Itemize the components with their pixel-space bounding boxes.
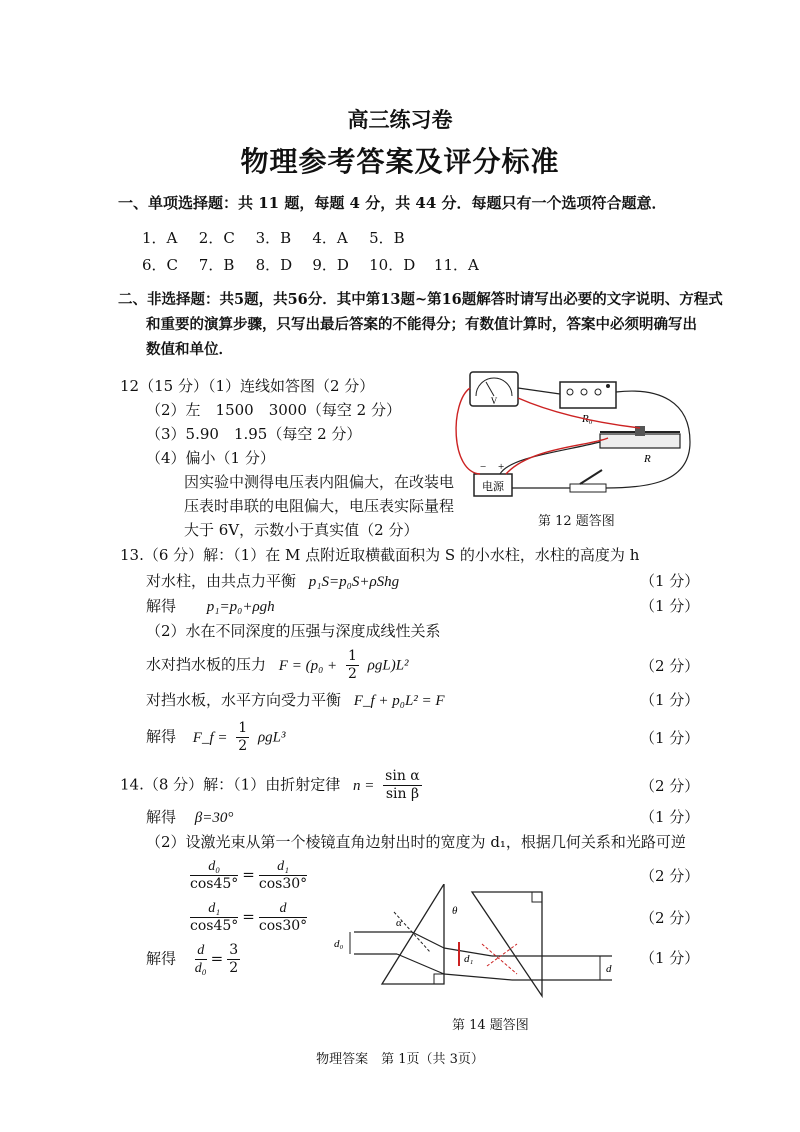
q14-eq2-score: （2 分） — [640, 909, 700, 927]
page-footer: 物理答案 第 1页（共 3页） — [316, 1052, 484, 1067]
q13-line3-text: 解得 — [146, 597, 177, 615]
q13-line6-eq: F_f + p₀L² = F — [353, 693, 445, 709]
rheostat-icon — [600, 426, 680, 465]
q14-line2-eq: β=30° — [194, 810, 234, 826]
q13-line6-text: 对挡水板，水平方向受力平衡 — [146, 691, 342, 709]
frac-numerator: d — [195, 942, 207, 960]
frac-numerator: d — [259, 900, 307, 918]
answer-item: 4．A — [312, 229, 348, 247]
d0-label: d₀ — [334, 938, 344, 950]
q14-eq1-right — [259, 858, 307, 893]
q14-eq2: $\frac{\text{d₁}}{\cos 45^\circ}$ = $\frac{d}{\cos 30^\circ}$ — [190, 901, 308, 934]
q13-line5-frac — [346, 648, 359, 683]
r-label: R — [644, 453, 651, 465]
q14-line2-score: （1 分） — [640, 808, 700, 826]
answer-item: 8．D — [255, 256, 293, 274]
circuit-diagram — [440, 362, 700, 512]
answer-item: 10．D — [369, 256, 416, 274]
q14-line1-frac — [383, 768, 422, 803]
frac-numerator: d₁ — [190, 900, 238, 918]
q13-line5-eq-b: ρgL)L² — [367, 657, 409, 674]
section1-heading: 一、单项选择题：共 11 题，每题 4 分，共 44 分．每题只有一个选项符合题意． — [118, 194, 667, 212]
q12-figure-caption: 第 12 题答图 — [538, 514, 615, 529]
alpha-label: α — [396, 917, 402, 929]
q14-line2 — [146, 807, 233, 828]
prism-1-shape — [382, 884, 444, 984]
frac-numerator: sin α — [385, 768, 420, 784]
q13-line5-text: 水对挡水板的压力 — [146, 655, 267, 674]
q13-line2-score: （1 分） — [640, 572, 700, 590]
q14-eq1: $\frac{\text{d₀}}{\cos 45^\circ}$ = $\frac{\text{d₁}}{\cos 30^\circ}$ — [190, 859, 308, 892]
page-subtitle: 高三练习卷 — [347, 107, 453, 132]
q13-line2-eq: p₁S=p₀S+ρShg — [308, 574, 400, 590]
q14-line3: （2）设激光束从第一个棱镜直角边射出时的宽度为 d₁，根据几何关系和光路可逆 — [146, 833, 686, 851]
q13-line2-text: 对水柱，由共点力平衡 — [146, 572, 297, 590]
q14-line1-score: （2 分） — [640, 777, 700, 795]
answer-item: 9．D — [312, 256, 349, 274]
q14-line2-text: 解得 — [146, 808, 177, 826]
q13-line7-text: 解得 — [146, 727, 177, 746]
frac-numerator: 1 — [238, 720, 248, 736]
answer-item: 7．B — [198, 256, 235, 274]
voltmeter-label: V — [490, 396, 498, 406]
q12-line4: （4）偏小（1 分） — [146, 449, 275, 467]
q13-line5-eq-a: F = (p₀ + — [278, 657, 338, 674]
frac-denominator: 2 — [238, 738, 248, 754]
q13-line7-frac — [236, 720, 249, 755]
q14-eq1-left — [190, 858, 238, 893]
r0-label: R₀ — [582, 413, 593, 425]
q14-eq3-right — [227, 942, 240, 977]
q13-line5 — [146, 648, 409, 683]
q14-eq3-score: （1 分） — [640, 949, 700, 967]
q13-line1 — [120, 545, 639, 565]
frac-denominator: 2 — [347, 666, 357, 682]
answer-item: 6．C — [142, 256, 179, 274]
q13-line6 — [146, 690, 445, 711]
frac-numerator: 3 — [229, 942, 239, 958]
frac-denominator: sin β — [385, 786, 420, 802]
frac-denominator: d₀ — [194, 961, 207, 976]
q14-eq3: 解得 $\frac{d}{\text{d₀}}$ = $\frac{3}{2}$ — [146, 942, 239, 976]
q13-line6-score: （1 分） — [640, 691, 700, 709]
q14-eq3-left — [195, 942, 207, 977]
frac-numerator: d₁ — [259, 858, 307, 876]
q14-eq1-score: （2 分） — [640, 867, 700, 885]
q12-line6: 压表时串联的电阻偏大，电压表实际量程 — [184, 497, 455, 515]
power-label: 电源 — [482, 481, 504, 493]
q12-line2: （2）左 1500 3000（每空 2 分） — [146, 401, 401, 419]
q12-line5: 因实验中测得电压表内阻偏大，在改装电 — [184, 473, 455, 491]
answer-item: 2．C — [198, 229, 235, 247]
q13-intro: 13.（6 分）解：（1）在 M 点附近取横截面积为 S 的小水柱，水柱的高度为 h — [120, 546, 640, 564]
power-source-icon — [474, 461, 512, 496]
q14-line1-eq-a: n = — [353, 777, 375, 794]
frac-denominator: 2 — [229, 960, 239, 976]
answer-item: 1．A — [142, 229, 178, 247]
q14-line1 — [120, 768, 426, 803]
plus-label: + — [498, 461, 505, 473]
frac-denominator: cos30° — [258, 918, 308, 934]
resistance-box-icon — [560, 382, 616, 425]
answer-row-1 — [142, 228, 421, 248]
voltmeter-icon — [470, 372, 518, 406]
q13-line7-eq-a: F_f = — [192, 729, 228, 746]
q14-line1-text: 14.（8 分）解：（1）由折射定律 — [120, 775, 341, 794]
q13-line3 — [146, 596, 275, 617]
d1-label: d₁ — [464, 953, 474, 965]
theta-label: θ — [452, 905, 458, 917]
frac-numerator: d₀ — [190, 858, 238, 876]
section2-heading-line2: 和重要的演算步骤，只写出最后答案的不能得分；有数值计算时，答案中必须明确写出 — [146, 316, 697, 333]
q13-line5-score: （2 分） — [640, 657, 700, 675]
answer-item: 11．A — [433, 256, 479, 274]
q13-line2 — [146, 571, 399, 592]
q13-line3-score: （1 分） — [640, 597, 700, 615]
page-title: 物理参考答案及评分标准 — [240, 145, 560, 178]
q12-line3: （3）5.90 1.95（每空 2 分） — [146, 425, 362, 443]
switch-icon — [570, 470, 606, 492]
q14-figure-caption: 第 14 题答图 — [452, 1018, 529, 1033]
frac-denominator: cos30° — [258, 876, 308, 892]
section2-heading-line1: 二、非选择题：共5题，共56分．其中第13题~第16题解答时请写出必要的文字说明、方程式 — [118, 291, 723, 308]
q13-line7 — [146, 720, 286, 755]
section2-heading-line3: 数值和单位． — [146, 341, 233, 358]
frac-denominator: cos45° — [190, 918, 239, 934]
minus-label: − — [480, 461, 487, 473]
q14-eq2-right — [259, 900, 307, 935]
q14-eq3-text: 解得 — [146, 949, 177, 968]
q12-line7: 大于 6V，示数小于真实值（2 分） — [184, 521, 419, 539]
answer-item: 3．B — [255, 229, 292, 247]
q13-line7-eq-b: ρgL³ — [257, 729, 286, 746]
q14-eq2-left — [190, 900, 238, 935]
prism-diagram — [332, 884, 632, 1012]
answer-item: 5．B — [369, 229, 405, 247]
q12-line1: 12（15 分）（1）连线如答图（2 分） — [120, 377, 375, 395]
frac-denominator: cos45° — [190, 876, 239, 892]
q13-line3-eq: p₁=p₀+ρgh — [206, 599, 275, 615]
q13-line4: （2）水在不同深度的压强与深度成线性关系 — [146, 622, 441, 640]
answer-row-2 — [142, 255, 486, 275]
d-label: d — [606, 963, 612, 975]
frac-numerator: 1 — [347, 648, 357, 664]
q13-line7-score: （1 分） — [640, 729, 700, 747]
